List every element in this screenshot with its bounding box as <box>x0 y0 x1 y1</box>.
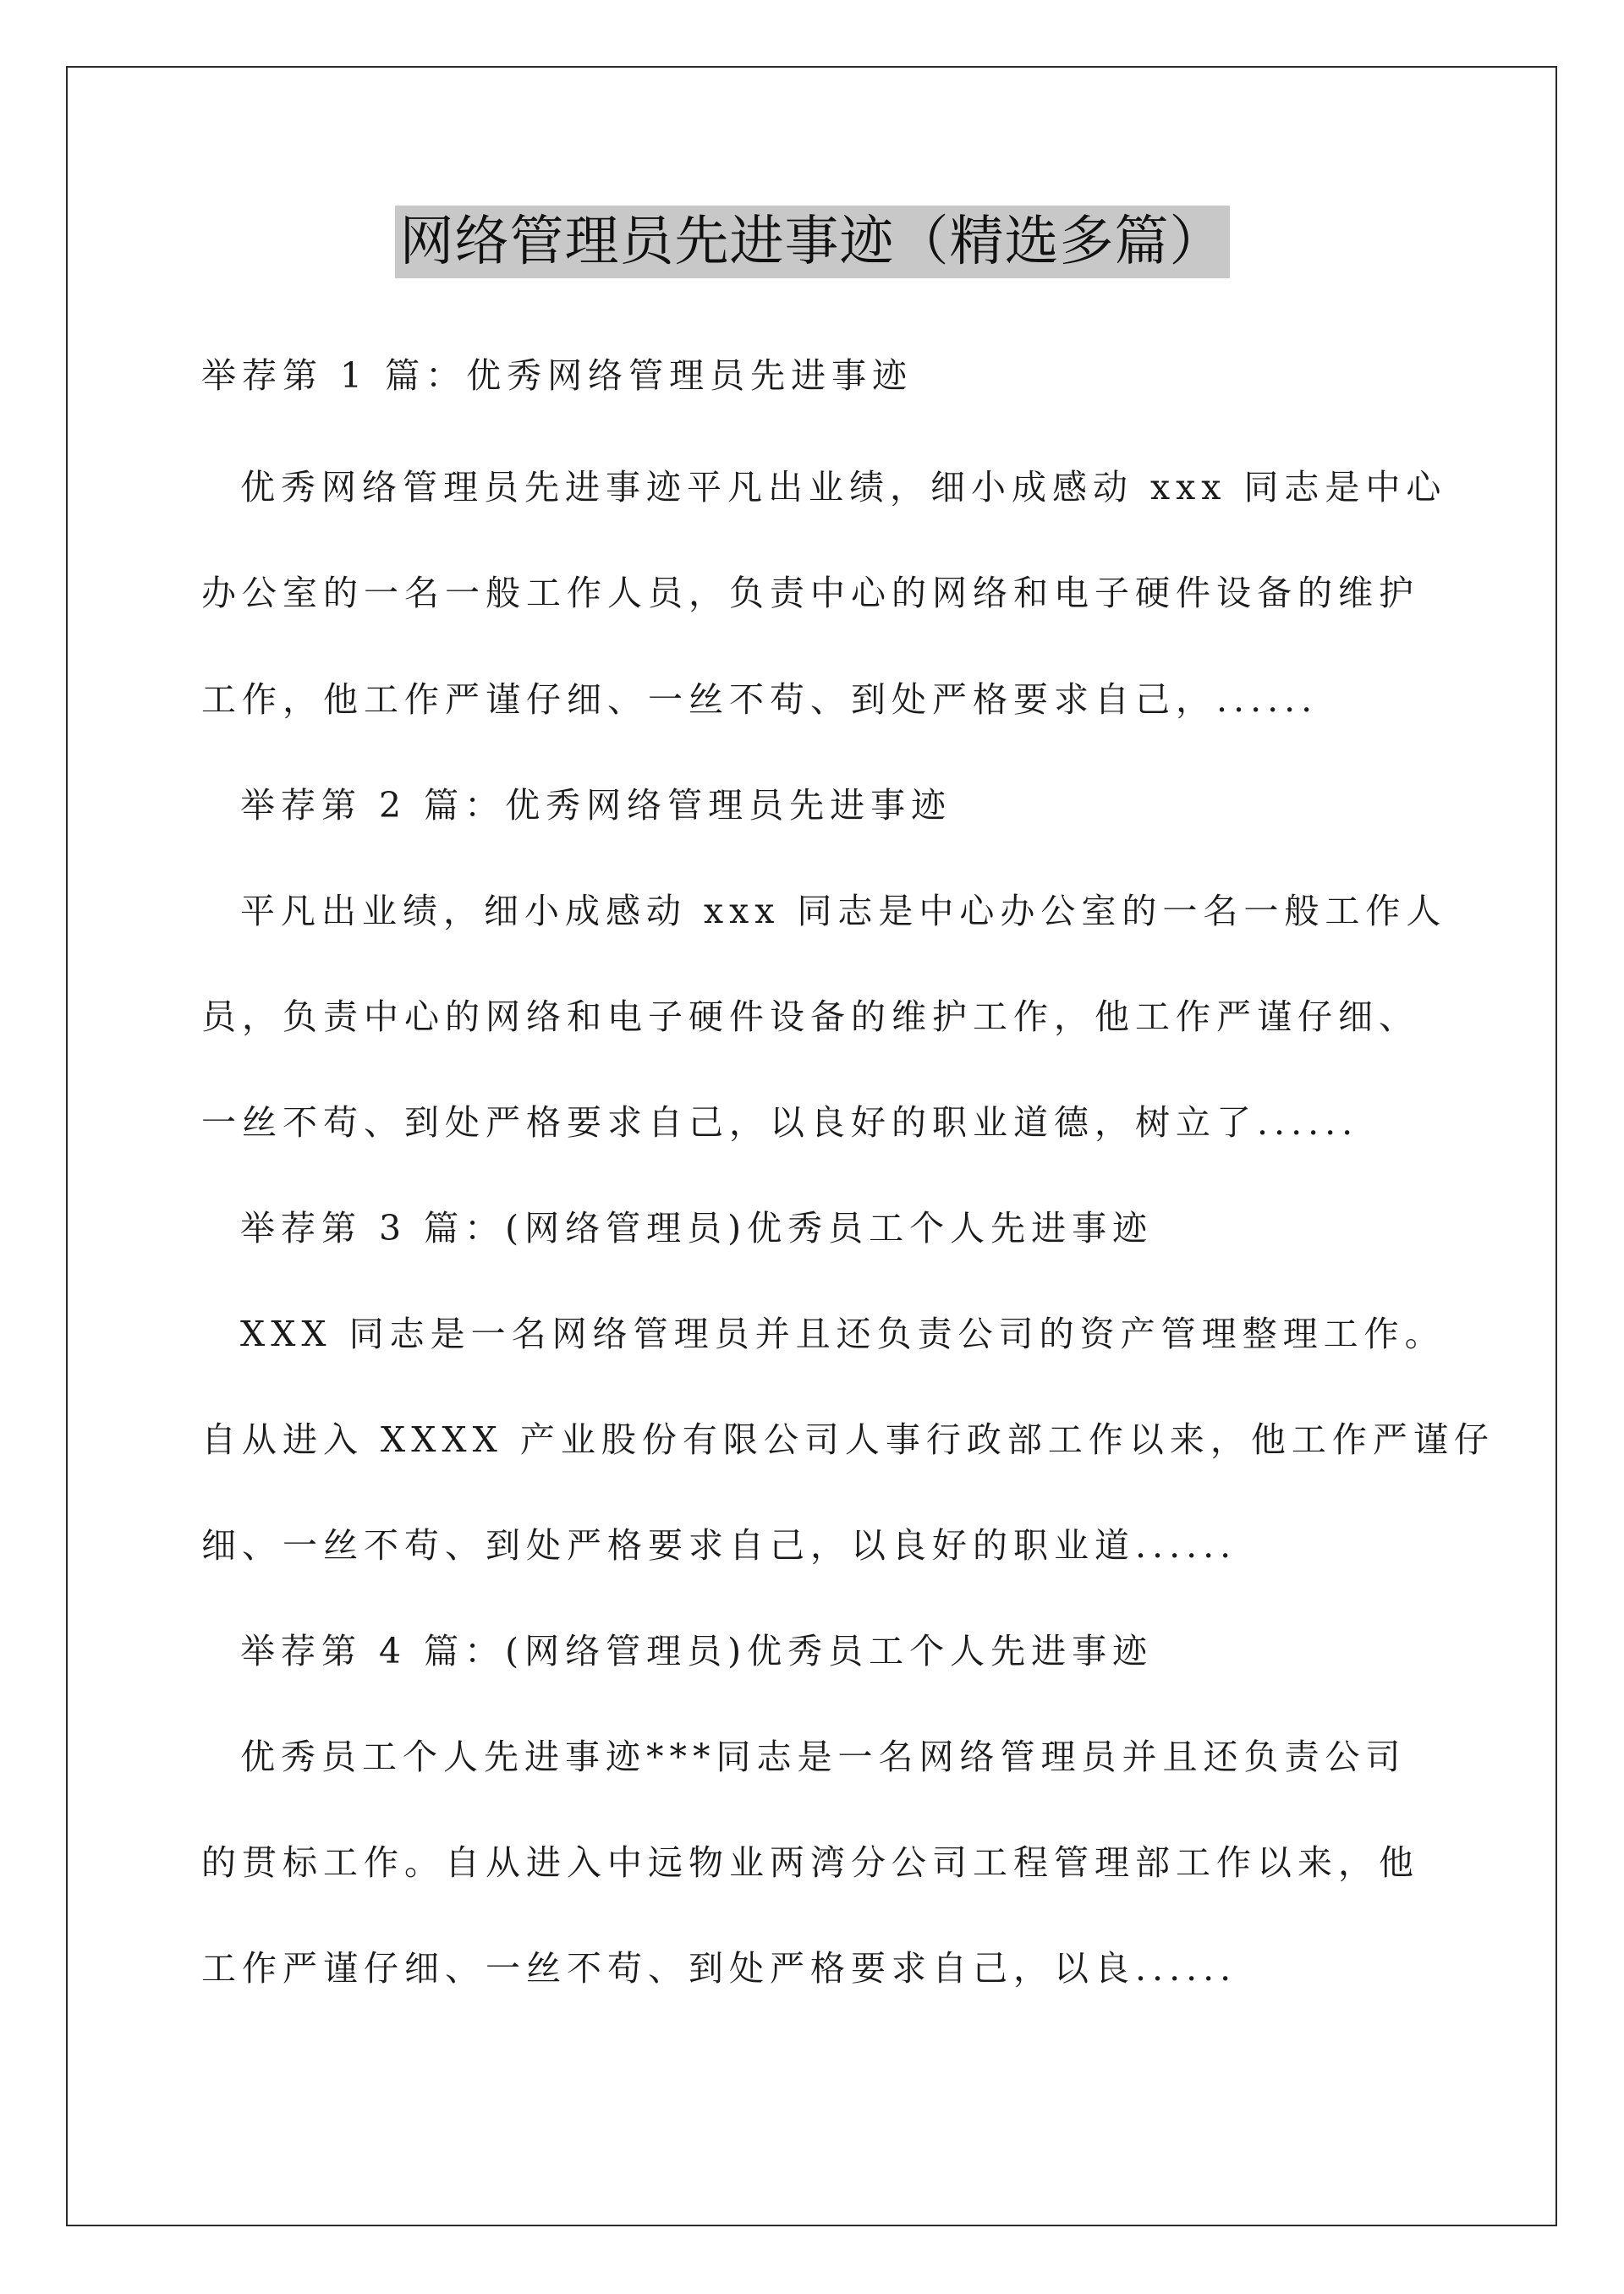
paragraph-line: 一丝不苟、到处严格要求自己，以良好的职业道德，树立了...... <box>201 1102 1359 1143</box>
paragraph-line: 优秀网络管理员先进事迹平凡出业绩，细小成感动 xxx 同志是中心 <box>240 467 1447 508</box>
paragraph-line: 平凡出业绩，细小成感动 xxx 同志是中心办公室的一名一般工作人 <box>240 891 1447 931</box>
paragraph-line: 优秀员工个人先进事迹***同志是一名网络管理员并且还负责公司 <box>240 1737 1407 1777</box>
document-title: 网络管理员先进事迹（精选多篇） <box>395 206 1230 278</box>
paragraph-line: 员，负责中心的网络和电子硬件设备的维护工作，他工作严谨仔细、 <box>201 996 1419 1037</box>
section-heading-1: 举荐第 1 篇：优秀网络管理员先进事迹 <box>201 355 914 396</box>
paragraph-line: XXX 同志是一名网络管理员并且还负责公司的资产管理整理工作。 <box>240 1314 1446 1354</box>
paragraph-line: 办公室的一名一般工作人员，负责中心的网络和电子硬件设备的维护 <box>201 573 1419 613</box>
section-heading-2: 举荐第 2 篇：优秀网络管理员先进事迹 <box>240 785 952 826</box>
paragraph-line: 的贯标工作。自从进入中远物业两湾分公司工程管理部工作以来，他 <box>201 1842 1419 1883</box>
paragraph-line: 自从进入 XXXX 产业股份有限公司人事行政部工作以来，他工作严谨仔 <box>201 1419 1495 1460</box>
paragraph-line: 工作严谨仔细、一丝不苟、到处严格要求自己，以良...... <box>201 1948 1237 1989</box>
paragraph-line: 细、一丝不苟、到处严格要求自己，以良好的职业道...... <box>201 1525 1237 1566</box>
paragraph-line: 工作，他工作严谨仔细、一丝不苟、到处严格要求自己，...... <box>201 679 1319 720</box>
section-heading-4: 举荐第 4 篇：(网络管理员)优秀员工个人先进事迹 <box>240 1631 1154 1671</box>
title-container <box>0 206 1624 278</box>
section-heading-3: 举荐第 3 篇：(网络管理员)优秀员工个人先进事迹 <box>240 1208 1154 1249</box>
